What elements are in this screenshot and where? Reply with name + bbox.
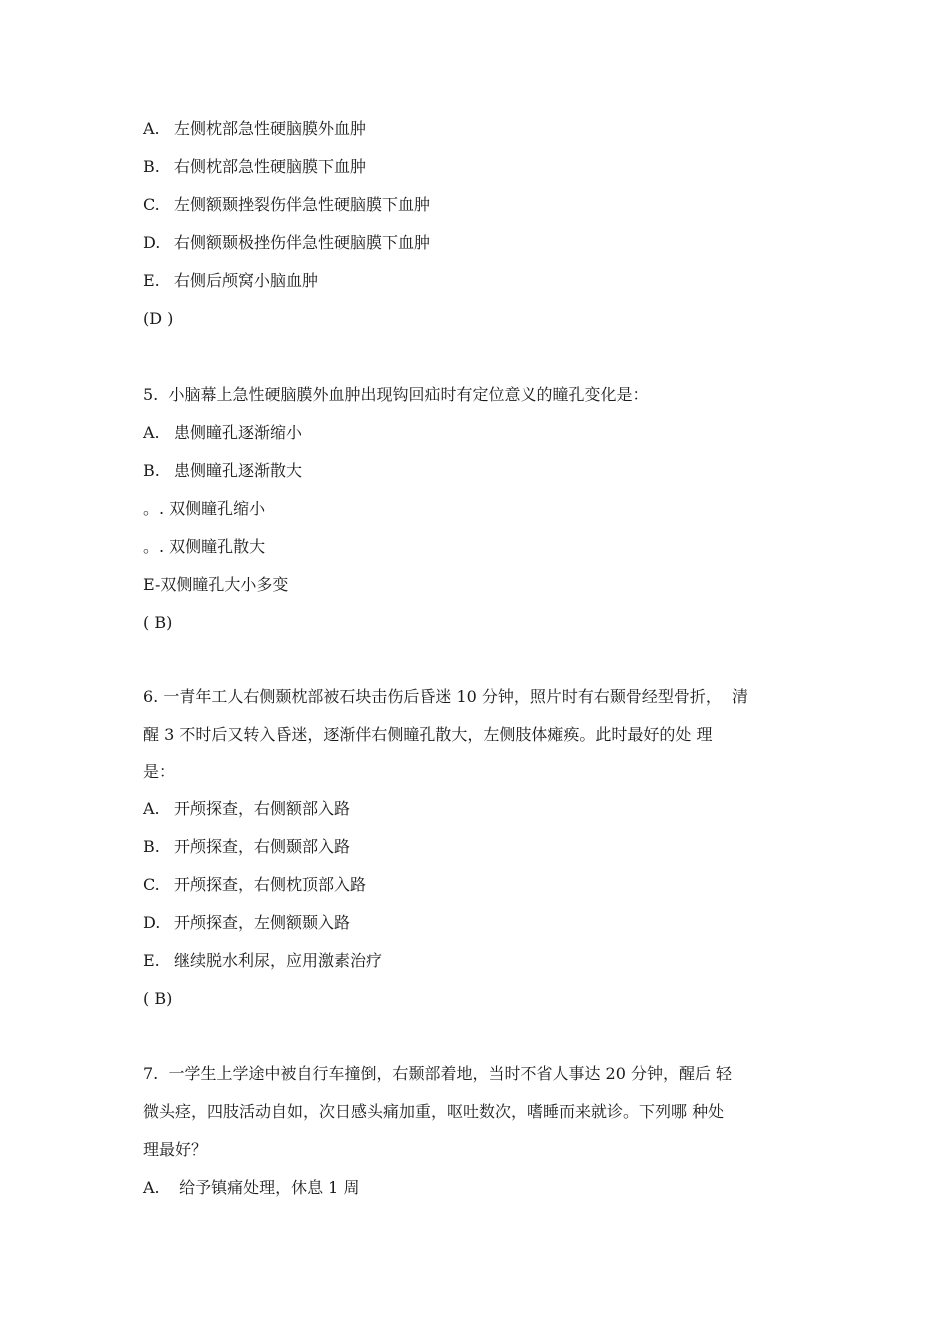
q7-question-line-2: 微头痉，四肢活动自如，次日感头痛加重，呕吐数次，嗜睡而来就诊。下列哪 种处 (143, 1102, 725, 1121)
option-text: 左侧枕部急性硬脑膜外血肿 (174, 119, 367, 138)
q5-option-e: E-双侧瞳孔大小多变 (143, 575, 289, 594)
q5-option-b (143, 461, 302, 481)
option-text: 继续脱水利尿，应用激素治疗 (174, 951, 383, 970)
option-text: 右侧额颞极挫伤伴急性硬脑膜下血肿 (174, 233, 431, 252)
q6-option-c (143, 875, 366, 895)
q4-answer: (D ) (143, 309, 174, 328)
option-text: 右侧枕部急性硬脑膜下血肿 (174, 157, 367, 176)
option-label: A. (143, 119, 160, 138)
option-text: 开颅探查，左侧额颞入路 (174, 913, 351, 932)
q5-answer: ( B) (143, 613, 173, 632)
q6-answer: ( B) (143, 989, 173, 1008)
q4-option-c (143, 195, 430, 215)
option-label: E. (143, 271, 160, 290)
option-label: C. (143, 195, 160, 214)
q4-option-d (143, 233, 430, 253)
option-label: B. (143, 157, 160, 176)
q6-question-line-2: 醒 3 不时后又转入昏迷，逐渐伴右侧瞳孔散大，左侧肢体瘫痪。此时最好的处 理 (143, 725, 713, 744)
q5-question: 5. 小脑幕上急性硬脑膜外血肿出现钩回疝时有定位意义的瞳孔变化是： (143, 385, 649, 404)
q6-question-line-3: 是： (143, 762, 176, 781)
option-label: C. (143, 875, 160, 894)
option-text: 开颅探查，右侧颞部入路 (174, 837, 351, 856)
q6-question-line-1: 6. 一青年工人右侧颞枕部被石块击伤后昏迷 10 分钟，照片时有右颞骨经型骨折， 清 (143, 687, 749, 706)
q6-option-e (143, 951, 382, 971)
option-text: 右侧后颅窝小脑血肿 (174, 271, 319, 290)
q6-option-d (143, 913, 350, 933)
option-text: 给予镇痛处理，休息 1 周 (174, 1178, 360, 1197)
option-label: A. (143, 1178, 160, 1197)
option-label: E. (143, 951, 160, 970)
option-text: 开颅探查，右侧枕顶部入路 (174, 875, 367, 894)
q7-question-line-1: 7. 一学生上学途中被自行车撞倒，右颞部着地，当时不省人事达 20 分钟，醒后 轻 (143, 1064, 733, 1083)
q7-question-line-3: 理最好？ (143, 1140, 208, 1159)
q5-option-d: 。. 双侧瞳孔散大 (143, 537, 266, 556)
option-label: D. (143, 913, 161, 932)
option-text: 患侧瞳孔逐渐缩小 (174, 423, 303, 442)
option-label: A. (143, 799, 160, 818)
q6-option-a (143, 799, 350, 819)
option-label: B. (143, 461, 160, 480)
option-label: D. (143, 233, 161, 252)
option-label: B. (143, 837, 160, 856)
option-text: 左侧额颞挫裂伤伴急性硬脑膜下血肿 (174, 195, 431, 214)
q4-option-e (143, 271, 318, 291)
q5-option-c: 。. 双侧瞳孔缩小 (143, 499, 266, 518)
q4-option-b (143, 157, 366, 177)
q5-option-a (143, 423, 302, 443)
q4-option-a (143, 119, 366, 139)
option-label: A. (143, 423, 160, 442)
option-text: 开颅探查，右侧额部入路 (174, 799, 351, 818)
q6-option-b (143, 837, 350, 857)
option-text: 患侧瞳孔逐渐散大 (174, 461, 303, 480)
q7-option-a (143, 1178, 359, 1198)
